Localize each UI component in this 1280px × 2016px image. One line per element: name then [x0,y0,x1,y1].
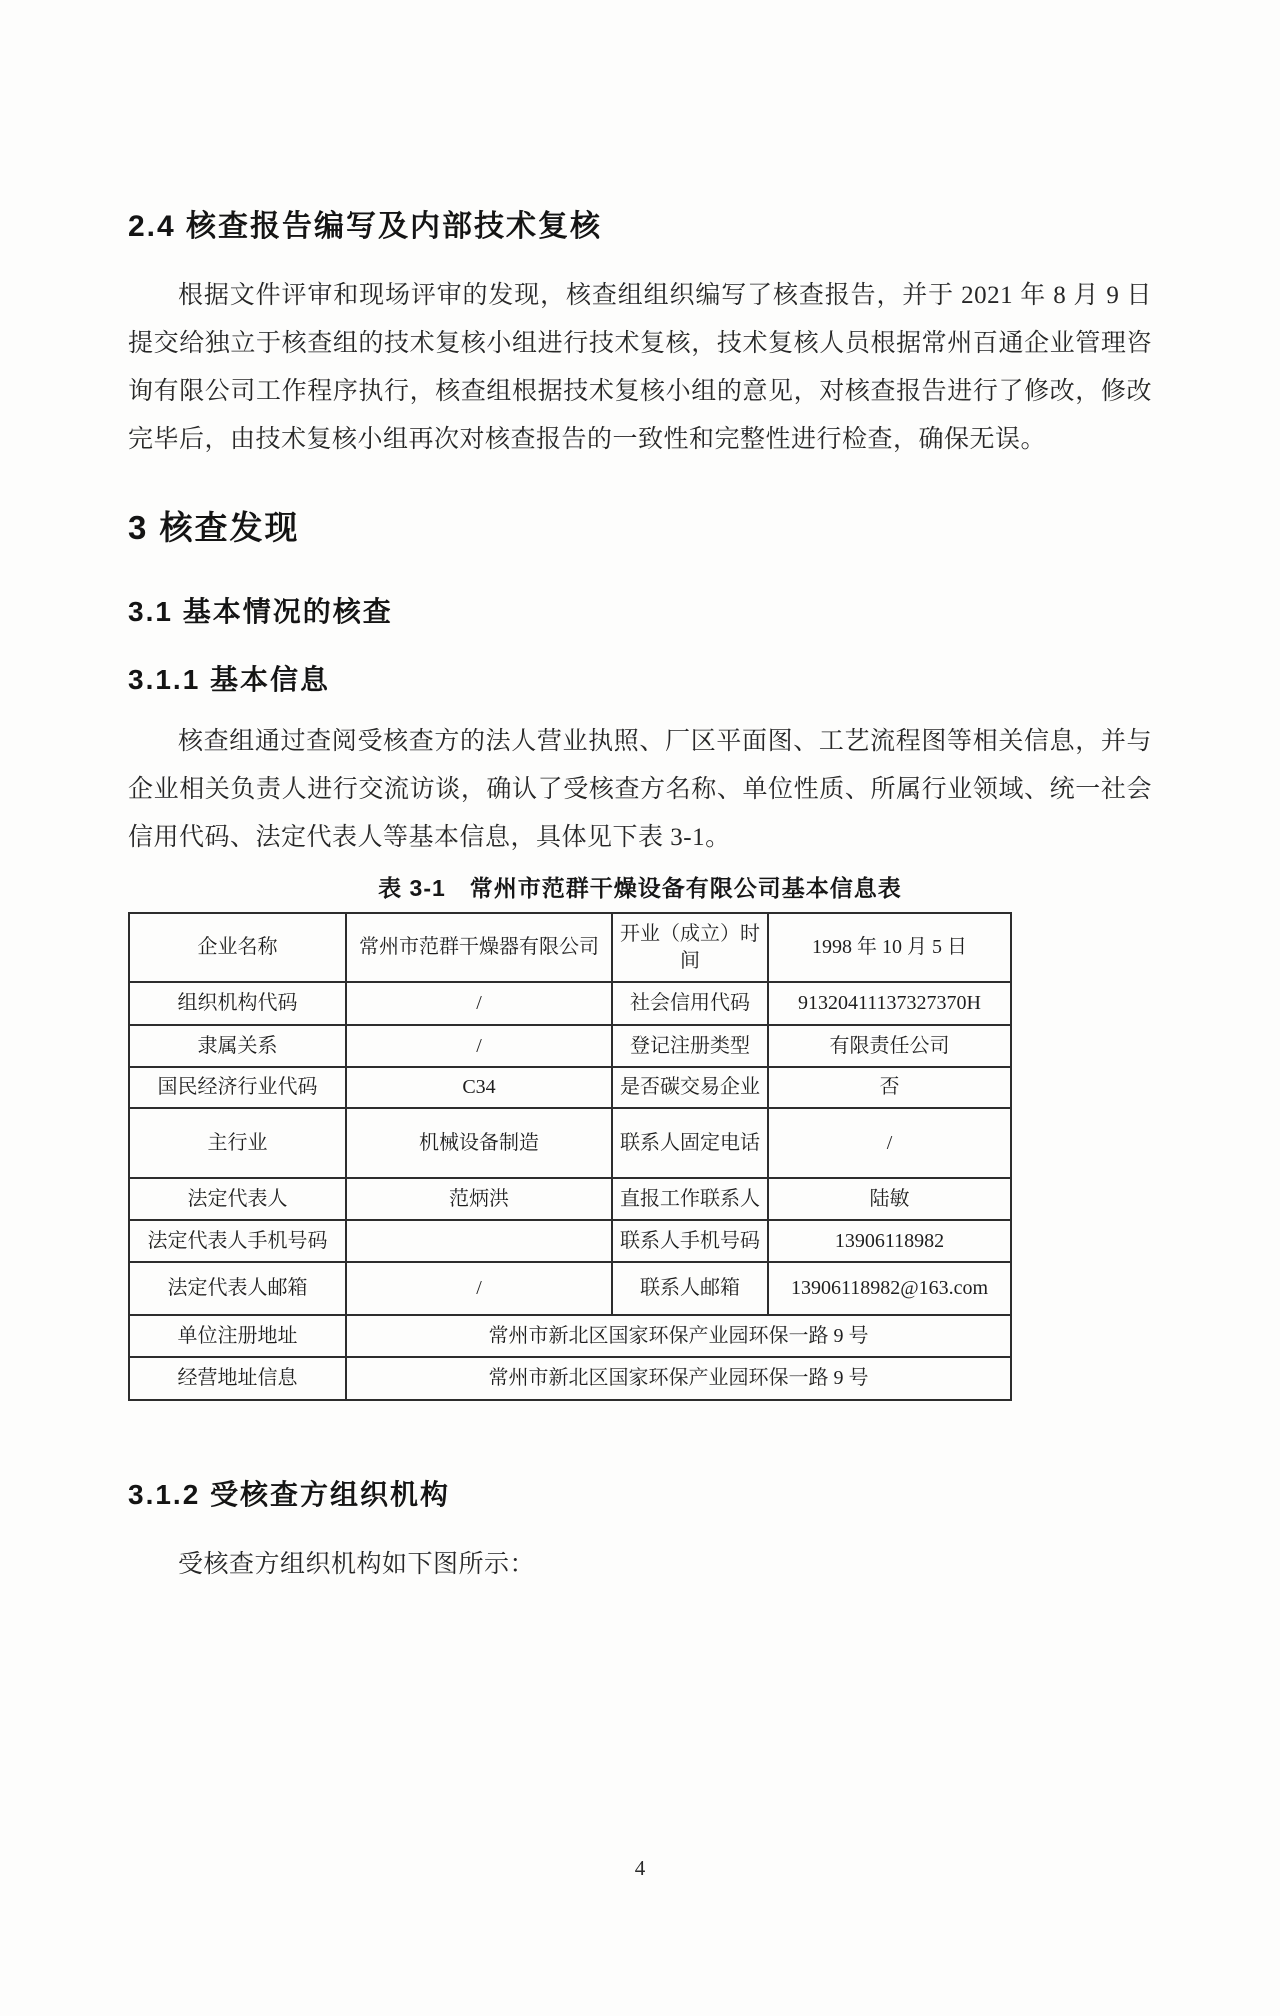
cell-label: 单位注册地址 [129,1315,346,1357]
paragraph-3-1-2: 受核查方组织机构如下图所示： [178,1551,536,1578]
cell-value: / [768,1108,1011,1178]
cell-label: 登记注册类型 [612,1025,768,1067]
table-row [129,1262,1011,1315]
cell-value: 范炳洪 [346,1178,612,1220]
cell-value: 陆敏 [768,1178,1011,1220]
cell-label: 法定代表人手机号码 [129,1220,346,1262]
table-row [129,1357,1011,1400]
cell-value: / [346,1025,612,1067]
cell-value: 否 [768,1067,1011,1108]
cell-value [346,1220,612,1262]
table-caption: 表 3-1 常州市范群干燥设备有限公司基本信息表 [378,875,902,901]
section-heading-3: 3 核查发现 [128,509,300,546]
cell-label: 隶属关系 [129,1025,346,1067]
cell-value: 13906118982@163.com [768,1262,1011,1315]
cell-value-merged: 常州市新北区国家环保产业园环保一路 9 号 [346,1315,1011,1357]
paragraph-2-4: 根据文件评审和现场评审的发现，核查组组织编写了核查报告，并于 2021 年 8 月 9 日提交给独立于核查组的技术复核小组进行技术复核，技术复核人员根据常州百通企业管理咨询有限公司工作程序执行，核查组根据技术复核小组的意见，对核查报告进行了修改，修改完毕后，由技术复核小组再次对核查报告的一致性和完整性进行检查，确保无误。 [128,282,1152,453]
cell-label: 经营地址信息 [129,1357,346,1400]
cell-label: 法定代表人邮箱 [129,1262,346,1315]
cell-label: 企业名称 [129,913,346,982]
table-row [129,1108,1011,1178]
table-row [129,1220,1011,1262]
cell-label: 直报工作联系人 [612,1178,768,1220]
cell-label: 国民经济行业代码 [129,1067,346,1108]
cell-label: 社会信用代码 [612,982,768,1025]
cell-value: / [346,982,612,1025]
cell-label: 开业（成立）时间 [612,913,768,982]
cell-value: 机械设备制造 [346,1108,612,1178]
cell-label: 主行业 [129,1108,346,1178]
table-row [129,1025,1011,1067]
cell-value: 1998 年 10 月 5 日 [768,913,1011,982]
page-number: 4 [634,1856,646,1880]
cell-label: 是否碳交易企业 [612,1067,768,1108]
section-heading-3-1-2: 3.1.2 受核查方组织机构 [128,1479,451,1510]
table-row [129,1315,1011,1357]
paragraph-3-1-1: 核查组通过查阅受核查方的法人营业执照、厂区平面图、工艺流程图等相关信息，并与企业相关负责人进行交流访谈，确认了受核查方名称、单位性质、所属行业领域、统一社会信用代码、法定代表人等基本信息，具体见下表 3-1。 [128,728,1152,851]
cell-value: 13906118982 [768,1220,1011,1262]
table-row [129,913,1011,982]
table-row [129,1178,1011,1220]
cell-value-merged: 常州市新北区国家环保产业园环保一路 9 号 [346,1357,1011,1400]
cell-value: C34 [346,1067,612,1108]
basic-info-table [128,912,1012,1401]
table-row [129,982,1011,1025]
cell-label: 联系人手机号码 [612,1220,768,1262]
page-content [0,206,1280,1589]
section-heading-2-4: 2.4 核查报告编写及内部技术复核 [128,210,603,243]
cell-value: 有限责任公司 [768,1025,1011,1067]
document-page [0,206,1280,2016]
cell-label: 联系人固定电话 [612,1108,768,1178]
cell-label: 联系人邮箱 [612,1262,768,1315]
section-heading-3-1: 3.1 基本情况的核查 [128,596,393,627]
cell-value: 常州市范群干燥器有限公司 [346,913,612,982]
table-row [129,1067,1011,1108]
cell-value: 91320411137327370H [768,982,1011,1025]
cell-label: 组织机构代码 [129,982,346,1025]
cell-value: / [346,1262,612,1315]
cell-label: 法定代表人 [129,1178,346,1220]
section-heading-3-1-1: 3.1.1 基本信息 [128,664,331,695]
